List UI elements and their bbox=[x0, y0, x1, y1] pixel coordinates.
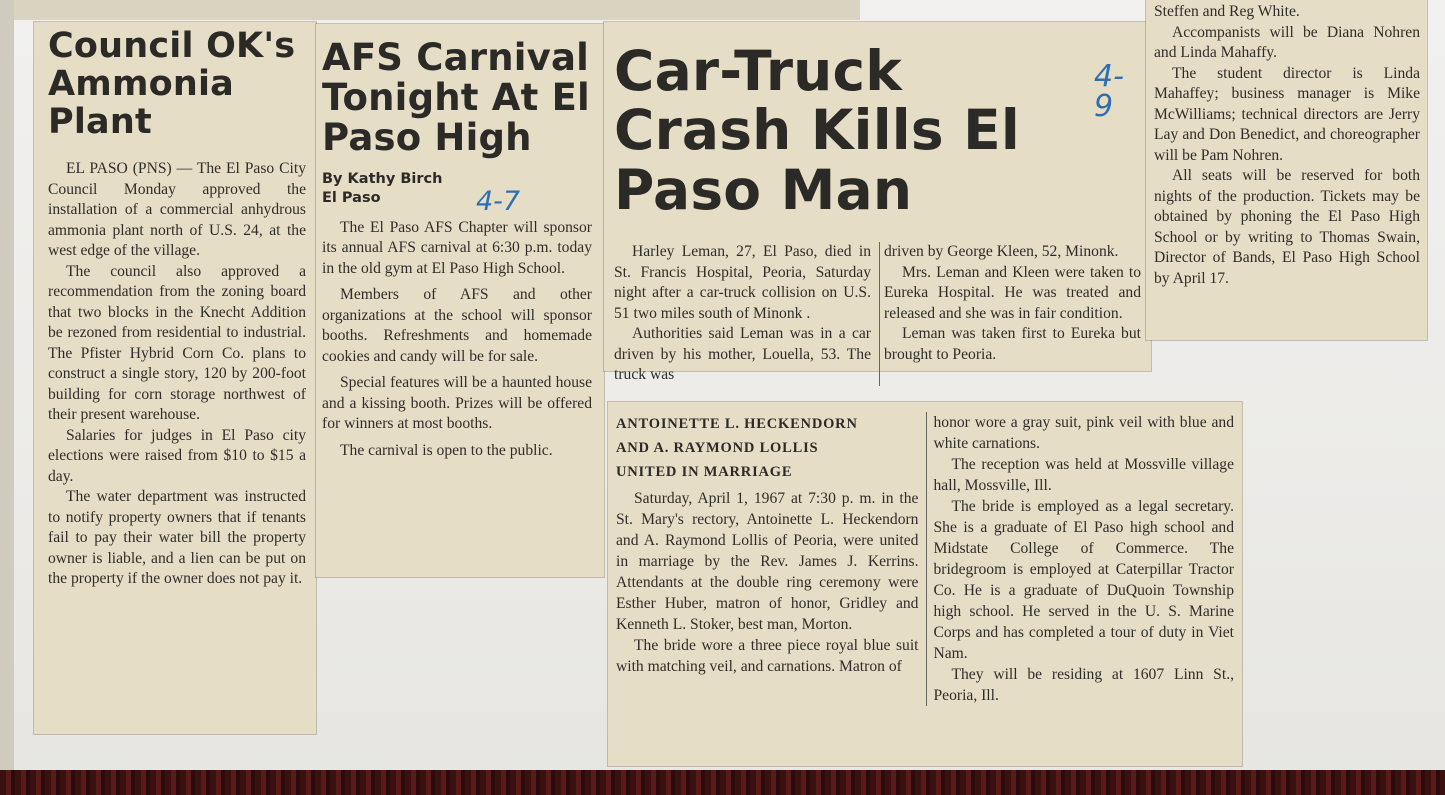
council-paragraph: EL PASO (PNS) — The El Paso City Council Monday approved the installation of a commercial anhydrous ammonia plant north of U.S. 24, at the west edge of the village. bbox=[48, 160, 306, 260]
afs-paragraph: The carnival is open to the public. bbox=[340, 441, 553, 459]
council-paragraph: Salaries for judges in El Paso city elections were raised from $10 to $15 a day. bbox=[48, 426, 306, 485]
council-paragraph: The water department was instructed to notify property owners that if tenants fail to pay their water bill the property owner is liable, and a lien can be put on the property if the owner does not pay it. bbox=[48, 488, 306, 588]
page-bottom-edge bbox=[0, 770, 1445, 795]
play-clipping bbox=[1146, 0, 1427, 340]
wedding-col-1-body bbox=[616, 488, 918, 677]
afs-paragraph: The El Paso AFS Chapter will sponsor its annual AFS carnival at 6:30 p.m. today in the old gym at El Paso High School. bbox=[322, 218, 592, 277]
council-headline: Council OK's Ammonia Plant bbox=[48, 26, 296, 142]
afs-headline: AFS Carnival Tonight At El Paso High bbox=[322, 36, 590, 159]
wedding-paragraph: The bride wore a three piece royal blue suit with matching veil, and carnations. Matron of bbox=[616, 637, 919, 675]
wedding-paragraph: Saturday, April 1, 1967 at 7:30 p. m. in the St. Mary's rectory, Antoinette L. Heckendorn and A. Raymond Lollis of Peoria, were united in marriage by the Rev. James J. Kerrins. Attendants at the double ring ceremony were Esther Huber, matron of honor, Gridley and Kenneth L. Stoker, best man, Morton. bbox=[616, 490, 919, 633]
crash-paragraph: Authorities said Leman was in a car driven by his mother, Louella, 53. The truck was bbox=[614, 325, 871, 384]
crash-paragraph: driven by George Kleen, 52, Minonk. bbox=[884, 243, 1119, 261]
crash-col-2 bbox=[879, 242, 1141, 386]
wedding-col-1 bbox=[616, 412, 918, 706]
afs-paragraph: Members of AFS and other organizations at the school will sponsor booths. Refreshments and homemade cookies and candy will be for sale. bbox=[322, 286, 592, 365]
afs-clipping bbox=[316, 24, 604, 577]
play-paragraph: The student director is Linda Mahaffey; business manager is Mike McWilliams; technical directors are Jerry Lay and Don Benedict, and choreographer will be Pam Nohren. bbox=[1154, 64, 1420, 164]
wedding-paragraph: They will be residing at 1607 Linn St., Peoria, Ill. bbox=[933, 666, 1234, 704]
wedding-headline-line: UNITED IN MARRIAGE bbox=[616, 464, 793, 480]
play-paragraph: Steffen and Reg White. bbox=[1154, 3, 1300, 20]
wedding-paragraph: honor wore a gray suit, pink veil with blue and white carnations. bbox=[933, 414, 1234, 452]
wedding-paragraph: The reception was held at Mossville village hall, Mossville, Ill. bbox=[933, 456, 1234, 494]
council-body bbox=[48, 159, 306, 590]
page-edge bbox=[0, 0, 14, 795]
afs-byline bbox=[322, 170, 592, 208]
wedding-headline bbox=[616, 412, 918, 484]
crash-clipping bbox=[604, 22, 1151, 384]
afs-byline-place: El Paso bbox=[322, 189, 381, 206]
crash-paragraph: Mrs. Leman and Kleen were taken to Eureka Hospital. He was treated and released and she was in fair condition. bbox=[884, 263, 1141, 322]
crash-paragraph: Harley Leman, 27, El Paso, died in St. Francis Hospital, Peoria, Saturday night after a car-truck collision on U.S. 51 two miles south of Minonk . bbox=[614, 243, 871, 322]
afs-handwritten-date: 4-7 bbox=[476, 186, 521, 217]
wedding-headline-line: ANTOINETTE L. HECKENDORN bbox=[616, 416, 858, 432]
crash-col-1 bbox=[614, 242, 871, 386]
crash-headline: Car-Truck Crash Kills El Paso Man bbox=[614, 39, 1020, 222]
wedding-columns bbox=[616, 412, 1234, 706]
crash-paragraph: Leman was taken first to Eureka but brought to Peoria. bbox=[884, 325, 1141, 363]
play-body bbox=[1154, 2, 1420, 289]
crash-columns bbox=[614, 242, 1141, 386]
afs-byline-name: By Kathy Birch bbox=[322, 170, 443, 187]
wedding-paragraph: The bride is employed as a legal secretary. She is a graduate of El Paso high school and Midstate College of Commerce. The bridegroom is employed at Caterpillar Tractor Co. He is a graduate of DuQuoin Township high school. He served in the U. S. Marine Corps and has completed a tour of duty in Viet Nam. bbox=[933, 498, 1234, 662]
play-paragraph: All seats will be reserved for both nights of the production. Tickets may be obtained by phoning the El Paso High School or by writing to Thomas Swain, Director of Bands, El Paso High School by April 17. bbox=[1154, 167, 1420, 287]
play-paragraph: Accompanists will be Diana Nohren and Linda Mahaffy. bbox=[1154, 23, 1420, 61]
top-clipping-strip bbox=[0, 0, 860, 20]
wedding-headline-line: AND A. RAYMOND LOLLIS bbox=[616, 440, 819, 456]
afs-paragraph: Special features will be a haunted house and a kissing booth. Prizes will be offered for winners at most booths. bbox=[322, 374, 592, 433]
wedding-clipping bbox=[608, 402, 1242, 766]
council-paragraph: The council also approved a recommendation from the zoning board that two blocks in the Knecht Addition be rezoned from residential to industrial. The Pfister Hybrid Corn Co. plans to construct a single story, 120 by 200-foot building for corn storage northwest of their present warehouse. bbox=[48, 262, 306, 424]
wedding-col-2 bbox=[926, 412, 1234, 706]
council-clipping bbox=[34, 22, 316, 734]
afs-body bbox=[322, 218, 592, 462]
crash-handwritten-date: 4-9 bbox=[1094, 59, 1124, 124]
